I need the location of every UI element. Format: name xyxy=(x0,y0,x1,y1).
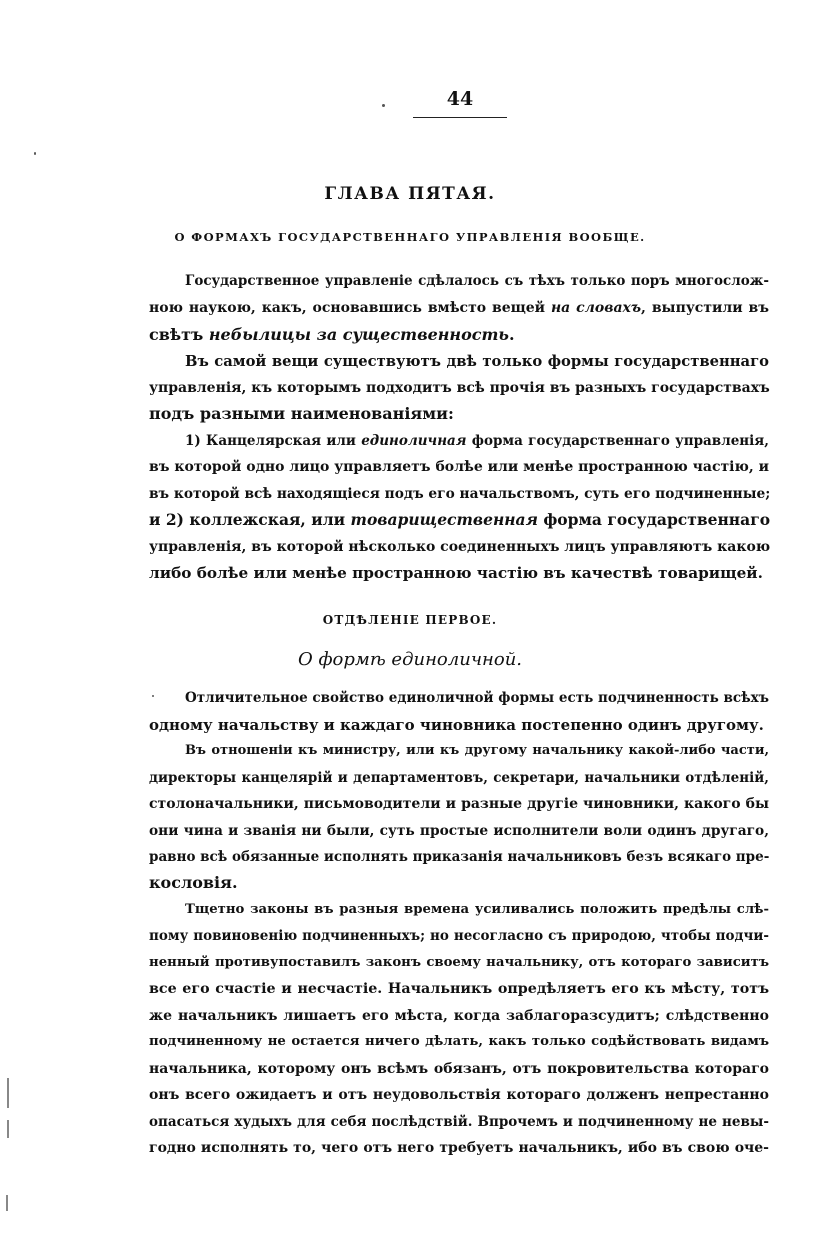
text-line: они чина и званія ни были, суть простые исполнители воли одинъ другаго, xyxy=(149,823,769,839)
text-line: свѣтъ небылицы за существенность. xyxy=(149,325,515,344)
text-line: равно всѣ обязанные исполнять приказанія начальниковъ безъ всякаго пре- xyxy=(149,849,770,865)
scan-speck xyxy=(382,104,385,107)
text-line: въ которой одно лицо управляетъ болѣе или менѣе пространною частію, и xyxy=(149,459,769,475)
page-number-rule xyxy=(413,117,507,118)
text-line: Отличительное свойство единоличной формы есть подчиненность всѣхъ xyxy=(185,690,769,706)
italic-phrase: на словахъ xyxy=(550,300,642,316)
section-title: ОТДѢЛЕНІЕ ПЕРВОЕ. xyxy=(322,613,498,627)
text-line: ненный противупоставилъ законъ своему начальнику, отъ котораго зависитъ xyxy=(149,955,769,970)
text-line: онъ всего ожидаетъ и отъ неудовольствія котораго долженъ непрестанно xyxy=(149,1087,769,1103)
text-line: Государственное управленіе сдѣлалось съ тѣхъ только поръ многослож- xyxy=(185,273,769,289)
text-line: все его счастіе и несчастіе. Начальникъ опредѣляетъ его къ мѣсту, тотъ xyxy=(149,981,769,997)
text-line: подчиненному не остается ничего дѣлать, какъ только содѣйствовать видамъ xyxy=(149,1034,769,1049)
section-subtitle: О формѣ единоличной. xyxy=(297,649,523,670)
text-line: ною наукою, какъ, основавшись вмѣсто вещей на словахъ, выпустили въ xyxy=(149,300,769,316)
italic-phrase: небылицы за существенность xyxy=(208,325,509,344)
italic-phrase: единоличная xyxy=(361,433,467,449)
text-line: подъ разными наименованіями: xyxy=(149,404,454,423)
italic-phrase: товарищественная xyxy=(350,510,538,529)
text-line: Въ самой вещи существуютъ двѣ только формы государственнаго xyxy=(185,353,769,370)
text-line: же начальникъ лишаетъ его мѣста, когда заблагоразсудитъ; слѣдственно xyxy=(149,1008,769,1024)
text-line: столоначальники, письмоводители и разные другіе чиновники, какого бы xyxy=(149,796,769,812)
text-line: опасаться худыхъ для себя послѣдствій. Впрочемъ и подчиненному не невы- xyxy=(149,1114,769,1130)
scan-edge-mark xyxy=(7,1120,9,1138)
page-number: 44 xyxy=(446,88,474,110)
scan-speck xyxy=(152,695,154,697)
text-line: управленія, къ которымъ подходитъ всѣ прочія въ разныхъ государствахъ xyxy=(149,380,770,396)
text-line: кословія. xyxy=(149,873,238,892)
scan-edge-mark xyxy=(7,1078,9,1108)
text-line: Въ отношеніи къ министру, или къ другому начальнику какой-либо части, xyxy=(185,743,769,758)
text-line: директоры канцелярій и департаментовъ, секретари, начальники отдѣленій, xyxy=(149,770,769,786)
text-line: и 2) коллежская, или товарищественная форма государственнаго xyxy=(149,510,771,529)
text-line: управленія, въ которой нѣсколько соединенныхъ лицъ управляютъ какою xyxy=(149,539,771,555)
text-line: 1) Канцелярская или единоличная форма государственнаго управленія, xyxy=(185,433,769,449)
text-line: Тщетно законы въ разныя времена усиливались положить предѣлы слѣ- xyxy=(185,902,769,917)
text-line: въ которой всѣ находящіеся подъ его начальствомъ, суть его подчиненные; xyxy=(149,486,771,502)
text-line: годно исполнять то, чего отъ него требуетъ начальникъ, ибо въ свою оче- xyxy=(149,1140,769,1156)
text-line: одному начальству и каждаго чиновника постепенно одинъ другому. xyxy=(149,716,764,734)
text-line: либо болѣе или менѣе пространною частію въ качествѣ товарищей. xyxy=(149,564,763,582)
scan-edge-mark xyxy=(6,1195,8,1211)
scan-speck xyxy=(34,152,36,155)
chapter-subtitle: О ФОРМАХЪ ГОСУДАРСТВЕННАГО УПРАВЛЕНІЯ ВООБЩЕ. xyxy=(174,230,646,244)
text-line: пому повиновенію подчиненныхъ; но несогласно съ природою, чтобы подчи- xyxy=(149,928,769,944)
text-line: начальника, которому онъ всѣмъ обязанъ, отъ покровительства котораго xyxy=(149,1061,769,1077)
chapter-title: ГЛАВА ПЯТАЯ. xyxy=(324,184,496,204)
